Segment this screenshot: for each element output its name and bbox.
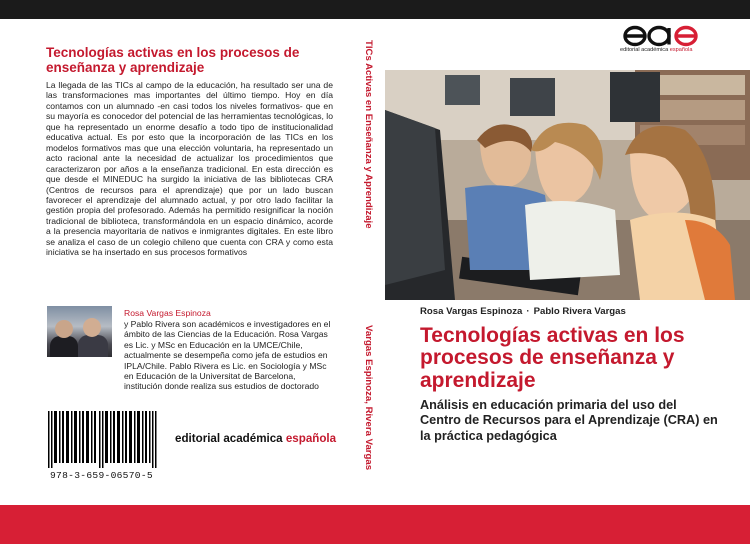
publisher-logo-icon (620, 25, 715, 65)
author-separator: · (526, 306, 530, 317)
front-authors (420, 306, 626, 317)
front-author-2: Pablo Rivera Vargas (533, 306, 626, 317)
spine-authors: Vargas Espinoza, Rivera Vargas (363, 325, 374, 471)
front-cover-subtitle: Análisis en educación primaria del uso del Centro de Recursos para el Aprendizaje (CRA) en la práctica pedagógica (420, 398, 718, 443)
isbn-number: 978-3-659-06570-5 (50, 470, 153, 481)
logo-caption-accent: española (669, 47, 693, 53)
author-photo (47, 306, 112, 357)
top-bar (0, 0, 750, 19)
author-name: Rosa Vargas Espinoza (124, 308, 211, 318)
spine-title: TICs Activas en Enseñanza y Aprendizaje (363, 40, 374, 229)
cover-photo (385, 70, 750, 300)
barcode-icon (48, 411, 158, 468)
author-bio: y Pablo Rivera son académicos e investigadores en el ámbito de las Ciencias de la Educación. Rosa Vargas es Lic. y MSc en Educación en la UMCE/Chile, actualmente se desempeña como jefa de estudios en IPLA/Chile. Pablo Rivera es Lic. en Sociología y MSc en Educación de la Universitat de Barcelona, institución donde realiza sus estudios de doctorado (124, 319, 331, 392)
logo-caption-main: editorial académica (620, 47, 670, 53)
bottom-bar (0, 505, 750, 544)
logo-caption (620, 47, 692, 53)
front-author-1: Rosa Vargas Espinoza (420, 306, 523, 317)
publisher-main: editorial académica (175, 432, 286, 445)
front-cover-title: Tecnologías activas en los procesos de enseñanza y aprendizaje (420, 324, 685, 392)
publisher-accent: española (285, 432, 337, 445)
back-cover-description: La llegada de las TICs al campo de la educación, ha resultado ser una de las transformaciones mas importantes del último tiempo. Hoy en día contamos con un alumnado -en casi todos los niveles formativos- que en su mayoría es conocedor del potencial de las herramientas tecnológicas, lo que ha representado un enorme desafío a todo tipo de institucionalidad educativa actual. Es por esto que la incorporación de las TICs en los modelos formativos mas que una elección voluntaria, ha representado un acto racional ante la necesidad de actualizar los procedimientos que caracterizaron por años a la enseñanza tradicional. En esta dirección es que desde el MINEDUC ha surgido la iniciativa de las bibliotecas CRA (Centros de recursos para el aprendizaje) que por un lado buscan favorecer el aprendizaje del alumnado actual, y por otro lado facilitar la gestión propia del profesorado. Además ha permitido resignificar la noción tradicional de biblioteca, transformándola en un espacio dinámico, acorde a la presencia mayoritaria de nativos e inmigrantes digitales. En este libro se analiza el caso de un colegio chileno que cuenta con CRA y como esta iniciativa se ha insertado en sus procesos formativos (46, 80, 333, 258)
back-publisher-name (175, 432, 336, 445)
back-cover-title: Tecnologías activas en los procesos de enseñanza y aprendizaje (46, 45, 300, 75)
